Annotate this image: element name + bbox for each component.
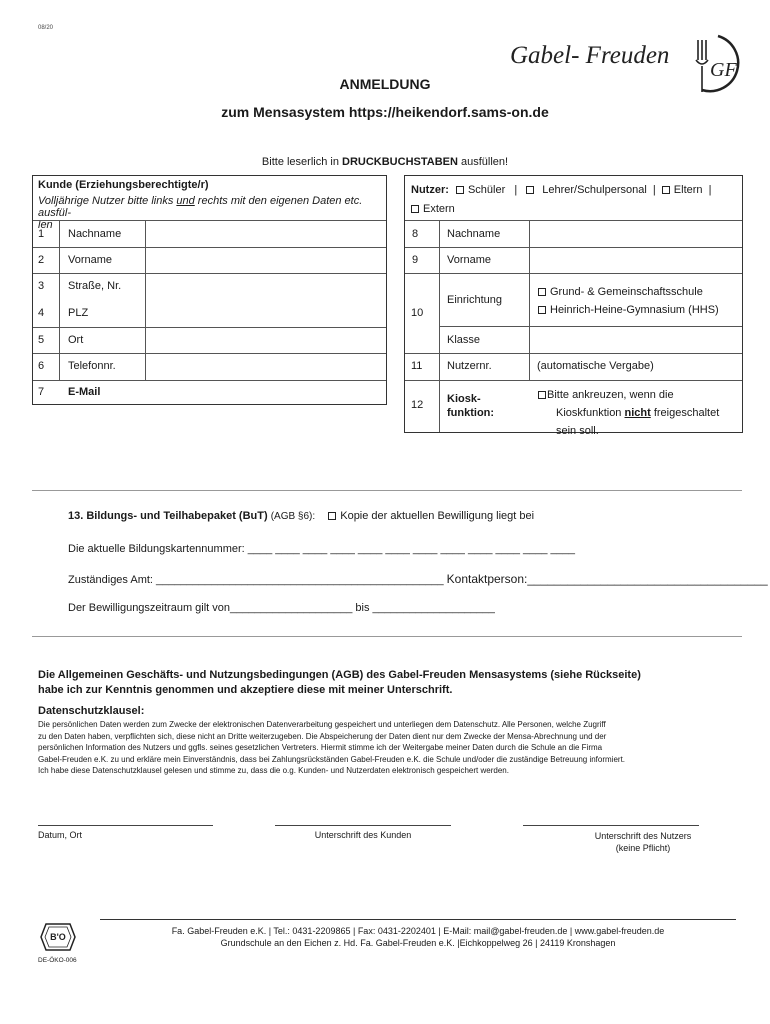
extern-option: Extern (411, 203, 455, 215)
kunde-signature-line[interactable] (275, 825, 451, 826)
kunde-heading: Kunde (Erziehungsberechtigte/r) (38, 179, 209, 191)
gymnasium-checkbox[interactable] (538, 306, 546, 314)
gabel-freuden-logo (690, 30, 740, 105)
extern-checkbox[interactable] (411, 205, 419, 213)
form-subtitle: zum Mensasystem https://heikendorf.sams-on.de (221, 104, 549, 120)
row-num-7: 7 (38, 386, 45, 398)
row-num-5: 5 (38, 334, 45, 346)
form-title: ANMELDUNG (339, 76, 431, 92)
nutzernr-value: (automatische Vergabe) (537, 360, 654, 372)
but-heading: 13. Bildungs- und Teilhabepaket (BuT) (AGB §6): Kopie der aktuellen Bewilligung liegt bei (68, 510, 535, 522)
datenschutz-heading: Datenschutzklausel: (38, 705, 145, 717)
brand-name: Gabel- Freuden (510, 42, 670, 69)
row-num-6: 6 (38, 360, 45, 372)
label-ort: Ort (68, 334, 84, 346)
label-nutzer-vorname: Vorname (447, 254, 492, 266)
label-klasse: Klasse (447, 334, 481, 346)
schueler-checkbox[interactable] (456, 186, 464, 194)
eltern-checkbox[interactable] (662, 186, 670, 194)
label-plz: PLZ (68, 307, 89, 319)
klasse-field[interactable] (530, 328, 740, 352)
bildungskarte-field[interactable]: Die aktuelle Bildungskartennummer: ____ ____ ____ ____ ____ ____ ____ ____ ____ ____ ____ ____ (68, 543, 576, 555)
bewilligungszeitraum-field[interactable]: Der Bewilligungszeitraum gilt von____________________ bis ____________________ (68, 602, 495, 614)
row-num-11: 11 (411, 360, 423, 372)
kunde-telefon-field[interactable] (146, 354, 384, 379)
kiosk-option: Bitte ankreuzen, wenn die Kioskfunktion nicht freigeschaltet sein soll. (538, 386, 719, 440)
grundschule-checkbox[interactable] (538, 288, 546, 296)
svg-text:GF: GF (710, 59, 737, 81)
kunde-signature-label: Unterschrift des Kunden (314, 830, 412, 840)
bio-seal (40, 922, 76, 957)
label-nutzer-nachname: Nachname (447, 228, 501, 240)
datum-ort-label: Datum, Ort (38, 830, 83, 840)
row-num-12: 12 (411, 399, 424, 411)
row-num-4: 4 (38, 307, 45, 319)
kunde-strasse-field[interactable] (146, 274, 384, 299)
kunde-note: Volljährige Nutzer bitte links und rechts mit den eigenen Daten etc. ausfül- len (38, 195, 363, 231)
row-num-8: 8 (412, 228, 419, 240)
footer-rule (100, 919, 736, 920)
row-num-1: 1 (38, 228, 45, 240)
einrichtung-option-2: Heinrich-Heine-Gymnasium (HHS) (538, 304, 719, 316)
row-num-2: 2 (38, 254, 45, 266)
row-num-10: 10 (411, 307, 424, 319)
footer-contact: Fa. Gabel-Freuden e.K. | Tel.: 0431-2209865 | Fax: 0431-2202401 | E-Mail: mail@gabel-freuden.de | www.gabel-freuden.de Grundschule an den Eichen z. Hd. Fa. Gabel-Freuden e.K. |Eichkoppelweg 26 | 24119 Kronshagen (171, 926, 665, 948)
kontaktperson-field[interactable]: Kontaktperson:____________________________________ (446, 572, 768, 586)
row-num-9: 9 (412, 254, 419, 266)
divider (32, 490, 742, 491)
eco-code: DE-ÖKO-006 (38, 957, 77, 964)
label-strasse: Straße, Nr. (68, 280, 122, 292)
nutzer-vorname-field[interactable] (530, 248, 740, 272)
agb-statement: Die Allgemeinen Geschäfts- und Nutzungsbedingungen (AGB) des Gabel-Freuden Mensasystems (siehe Rückseite) habe ich zur Kenntnis genommen und akzeptiere diese mit meiner Unterschrift. (38, 669, 641, 696)
nutzer-signature-line[interactable] (523, 825, 699, 826)
datenschutz-text: Die persönlichen Daten werden zum Zwecke der elektronischen Datenverarbeitung gespeichert und unterliegen dem Datenschutz. Alle Personen, welche Zugriff zu den Daten haben, verpflichten sich, diese nicht an Dritte weiterzugeben. Die Abspeicherung der Daten dient nur dem Zwecke der Mensa-Abrechnung und der persönlichen Information des Nutzers und ggfls. seines gesetzlichen Vertreters. Hiermit stimme ich der Weitergabe meiner Daten durch die Schule an die Firma Gabel-Freuden e.K. zu und erkläre mein Einverständnis, dass bei Zahlungsrückständen Gabel-Freuden e.K. die Schule und/oder die zuständige Betreuung informiert. Ich habe diese Datenschutzklausel gelesen und stimme zu, dass die o.g. Kunden- und Nutzerdaten elektronisch gespeichert werden. (38, 720, 626, 775)
but-checkbox[interactable] (328, 512, 336, 520)
nutzer-options: Nutzer: Schüler | Lehrer/Schulpersonal | Eltern | (411, 184, 712, 196)
amt-field[interactable]: Zuständiges Amt: _______________________________________________ Kontaktperson:____________________________________ (68, 572, 768, 586)
nutzer-table (404, 175, 743, 437)
kunde-email-field[interactable] (146, 381, 384, 403)
row-num-3: 3 (38, 280, 45, 292)
kiosk-checkbox[interactable] (538, 391, 546, 399)
form-version: 08/20 (38, 25, 54, 31)
nutzer-nachname-field[interactable] (530, 221, 740, 246)
einrichtung-option-1: Grund- & Gemeinschaftsschule (538, 286, 703, 298)
divider (32, 636, 742, 637)
kunde-vorname-field[interactable] (146, 248, 384, 272)
label-telefon: Telefonnr. (68, 360, 116, 372)
label-nachname: Nachname (68, 228, 122, 240)
label-kioskfunktion: Kiosk- funktion: (447, 393, 495, 419)
label-einrichtung: Einrichtung (447, 294, 503, 306)
fill-hint: Bitte leserlich in DRUCKBUCHSTABEN ausfüllen! (261, 156, 509, 168)
label-vorname: Vorname (68, 254, 113, 266)
svg-text:B'O: B'O (50, 932, 66, 942)
lehrer-checkbox[interactable] (526, 186, 534, 194)
kunde-table (32, 175, 387, 405)
kunde-ort-field[interactable] (146, 328, 384, 352)
kunde-plz-field[interactable] (146, 300, 384, 326)
datum-ort-line[interactable] (38, 825, 213, 826)
nutzer-signature-label: Unterschrift des Nutzers (keine Pflicht) (594, 831, 692, 853)
label-nutzernr: Nutzernr. (447, 360, 492, 372)
label-email: E-Mail (68, 386, 101, 398)
kunde-nachname-field[interactable] (146, 221, 384, 246)
